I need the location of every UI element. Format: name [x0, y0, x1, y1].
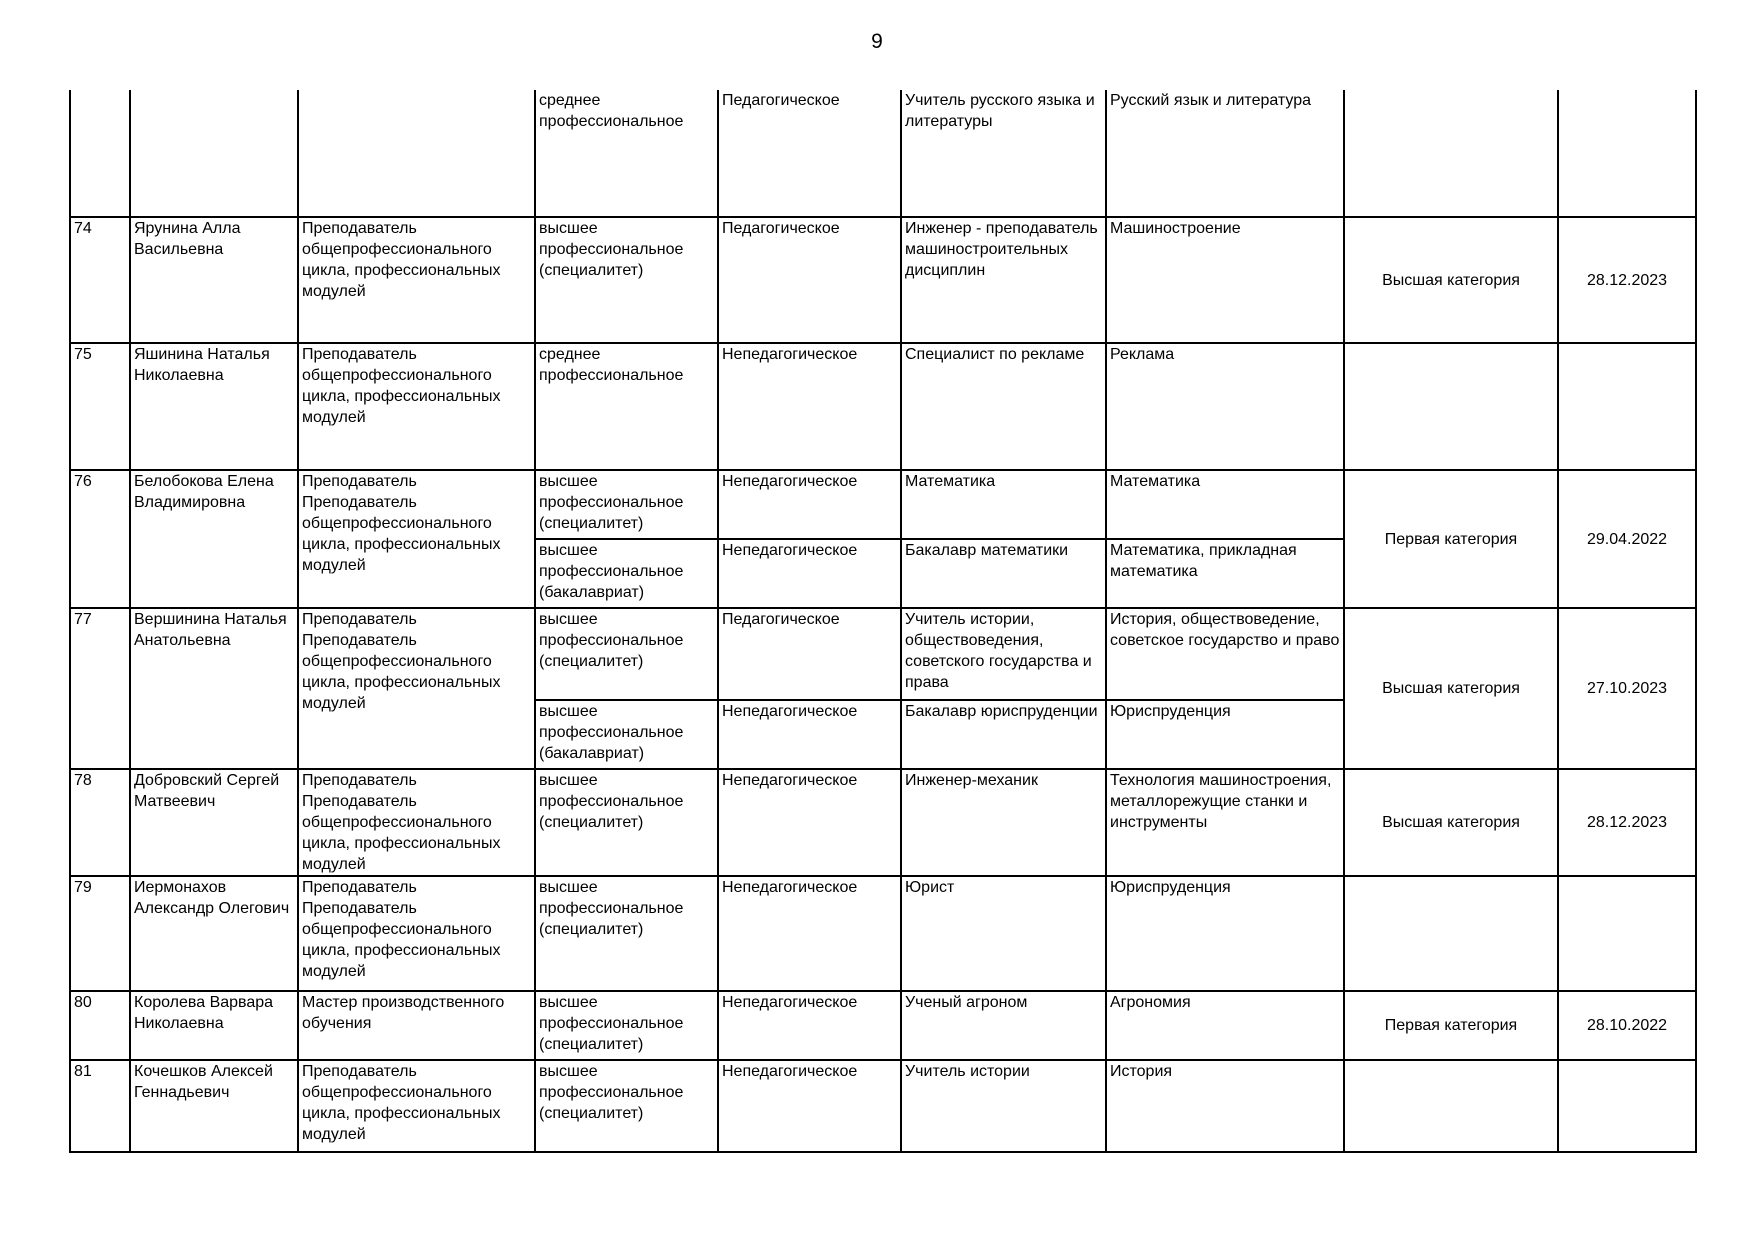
specialty-cell: Математика — [1106, 470, 1344, 539]
qualification-cell: Ученый агроном — [901, 991, 1106, 1060]
specialty-cell: Юриспруденция — [1106, 700, 1344, 769]
position-cell: Преподаватель Преподаватель общепрофессионального цикла, профессиональных модулей — [298, 876, 535, 991]
category-cell — [1344, 90, 1558, 217]
education-level-cell: высшее профессиональное (специалитет) — [535, 470, 718, 539]
qualification-cell: Бакалавр математики — [901, 539, 1106, 608]
category-date-cell: 29.04.2022 — [1558, 470, 1696, 608]
row-number-cell: 79 — [70, 876, 130, 991]
position-cell: Мастер производственного обучения — [298, 991, 535, 1060]
education-level-cell: высшее профессиональное (специалитет) — [535, 217, 718, 343]
qualification-cell: Учитель русского языка и литературы — [901, 90, 1106, 217]
education-type-cell: Непедагогическое — [718, 991, 901, 1060]
education-level-cell: высшее профессиональное (бакалавриат) — [535, 539, 718, 608]
education-type-cell: Педагогическое — [718, 90, 901, 217]
full-name-cell: Королева Варвара Николаевна — [130, 991, 298, 1060]
specialty-cell: Русский язык и литература — [1106, 90, 1344, 217]
table-row — [70, 90, 1696, 217]
education-level-cell: высшее профессиональное (специалитет) — [535, 1060, 718, 1152]
education-level-cell: среднее профессиональное — [535, 90, 718, 217]
full-name-cell: Добровский Сергей Матвеевич — [130, 769, 298, 876]
position-cell: Преподаватель общепрофессионального цикла, профессиональных модулей — [298, 1060, 535, 1152]
qualification-cell: Инженер-механик — [901, 769, 1106, 876]
education-type-cell: Непедагогическое — [718, 539, 901, 608]
row-number-cell: 80 — [70, 991, 130, 1060]
category-cell: Высшая категория — [1344, 608, 1558, 769]
specialty-cell: История — [1106, 1060, 1344, 1152]
full-name-cell: Яшинина Наталья Николаевна — [130, 343, 298, 470]
row-number-cell: 75 — [70, 343, 130, 470]
category-date-cell: 27.10.2023 — [1558, 608, 1696, 769]
specialty-cell: Реклама — [1106, 343, 1344, 470]
position-cell: Преподаватель общепрофессионального цикла, профессиональных модулей — [298, 217, 535, 343]
category-cell: Высшая категория — [1344, 217, 1558, 343]
row-number-cell: 76 — [70, 470, 130, 608]
qualification-cell: Учитель истории — [901, 1060, 1106, 1152]
education-level-cell: высшее профессиональное (бакалавриат) — [535, 700, 718, 769]
education-type-cell: Непедагогическое — [718, 700, 901, 769]
table-row — [70, 217, 1696, 343]
category-date-cell: 28.10.2022 — [1558, 991, 1696, 1060]
full-name-cell: Вершинина Наталья Анатольевна — [130, 608, 298, 769]
staff-table — [69, 90, 1697, 1153]
education-level-cell: высшее профессиональное (специалитет) — [535, 608, 718, 700]
education-type-cell: Педагогическое — [718, 608, 901, 700]
category-date-cell — [1558, 876, 1696, 991]
row-number-cell: 81 — [70, 1060, 130, 1152]
qualification-cell: Инженер - преподаватель машиностроительных дисциплин — [901, 217, 1106, 343]
specialty-cell: Машиностроение — [1106, 217, 1344, 343]
category-cell: Высшая категория — [1344, 769, 1558, 876]
position-cell: Преподаватель Преподаватель общепрофессионального цикла, профессиональных модулей — [298, 470, 535, 608]
table-row — [70, 769, 1696, 876]
full-name-cell: Кочешков Алексей Геннадьевич — [130, 1060, 298, 1152]
page-number: 9 — [871, 30, 883, 53]
specialty-cell: История, обществоведение, советское государство и право — [1106, 608, 1344, 700]
row-number-cell: 74 — [70, 217, 130, 343]
table-row — [70, 991, 1696, 1060]
position-cell: Преподаватель Преподаватель общепрофессионального цикла, профессиональных модулей — [298, 608, 535, 769]
education-type-cell: Педагогическое — [718, 217, 901, 343]
category-cell — [1344, 343, 1558, 470]
education-type-cell: Непедагогическое — [718, 769, 901, 876]
qualification-cell: Специалист по рекламе — [901, 343, 1106, 470]
qualification-cell: Юрист — [901, 876, 1106, 991]
category-date-cell — [1558, 90, 1696, 217]
education-type-cell: Непедагогическое — [718, 343, 901, 470]
category-date-cell: 28.12.2023 — [1558, 217, 1696, 343]
table-row — [70, 608, 1696, 700]
category-cell — [1344, 1060, 1558, 1152]
table-row — [70, 876, 1696, 991]
category-date-cell: 28.12.2023 — [1558, 769, 1696, 876]
full-name-cell: Белобокова Елена Владимировна — [130, 470, 298, 608]
category-cell: Первая категория — [1344, 470, 1558, 608]
full-name-cell: Иермонахов Александр Олегович — [130, 876, 298, 991]
row-number-cell: 77 — [70, 608, 130, 769]
qualification-cell: Учитель истории, обществоведения, советского государства и права — [901, 608, 1106, 700]
education-type-cell: Непедагогическое — [718, 876, 901, 991]
education-level-cell: высшее профессиональное (специалитет) — [535, 769, 718, 876]
position-cell — [298, 90, 535, 217]
row-number-cell: 78 — [70, 769, 130, 876]
qualification-cell: Бакалавр юриспруденции — [901, 700, 1106, 769]
table-row — [70, 1060, 1696, 1152]
full-name-cell: Ярунина Алла Васильевна — [130, 217, 298, 343]
category-cell — [1344, 876, 1558, 991]
specialty-cell: Агрономия — [1106, 991, 1344, 1060]
staff-table-body — [70, 90, 1696, 1152]
full-name-cell — [130, 90, 298, 217]
table-row — [70, 470, 1696, 539]
education-type-cell: Непедагогическое — [718, 470, 901, 539]
education-level-cell: высшее профессиональное (специалитет) — [535, 991, 718, 1060]
specialty-cell: Юриспруденция — [1106, 876, 1344, 991]
category-date-cell — [1558, 1060, 1696, 1152]
education-level-cell: высшее профессиональное (специалитет) — [535, 876, 718, 991]
category-date-cell — [1558, 343, 1696, 470]
qualification-cell: Математика — [901, 470, 1106, 539]
category-cell: Первая категория — [1344, 991, 1558, 1060]
position-cell: Преподаватель общепрофессионального цикла, профессиональных модулей — [298, 343, 535, 470]
specialty-cell: Математика, прикладная математика — [1106, 539, 1344, 608]
specialty-cell: Технология машиностроения, металлорежущие станки и инструменты — [1106, 769, 1344, 876]
row-number-cell — [70, 90, 130, 217]
education-level-cell: среднее профессиональное — [535, 343, 718, 470]
position-cell: Преподаватель Преподаватель общепрофессионального цикла, профессиональных модулей — [298, 769, 535, 876]
education-type-cell: Непедагогическое — [718, 1060, 901, 1152]
table-row — [70, 343, 1696, 470]
